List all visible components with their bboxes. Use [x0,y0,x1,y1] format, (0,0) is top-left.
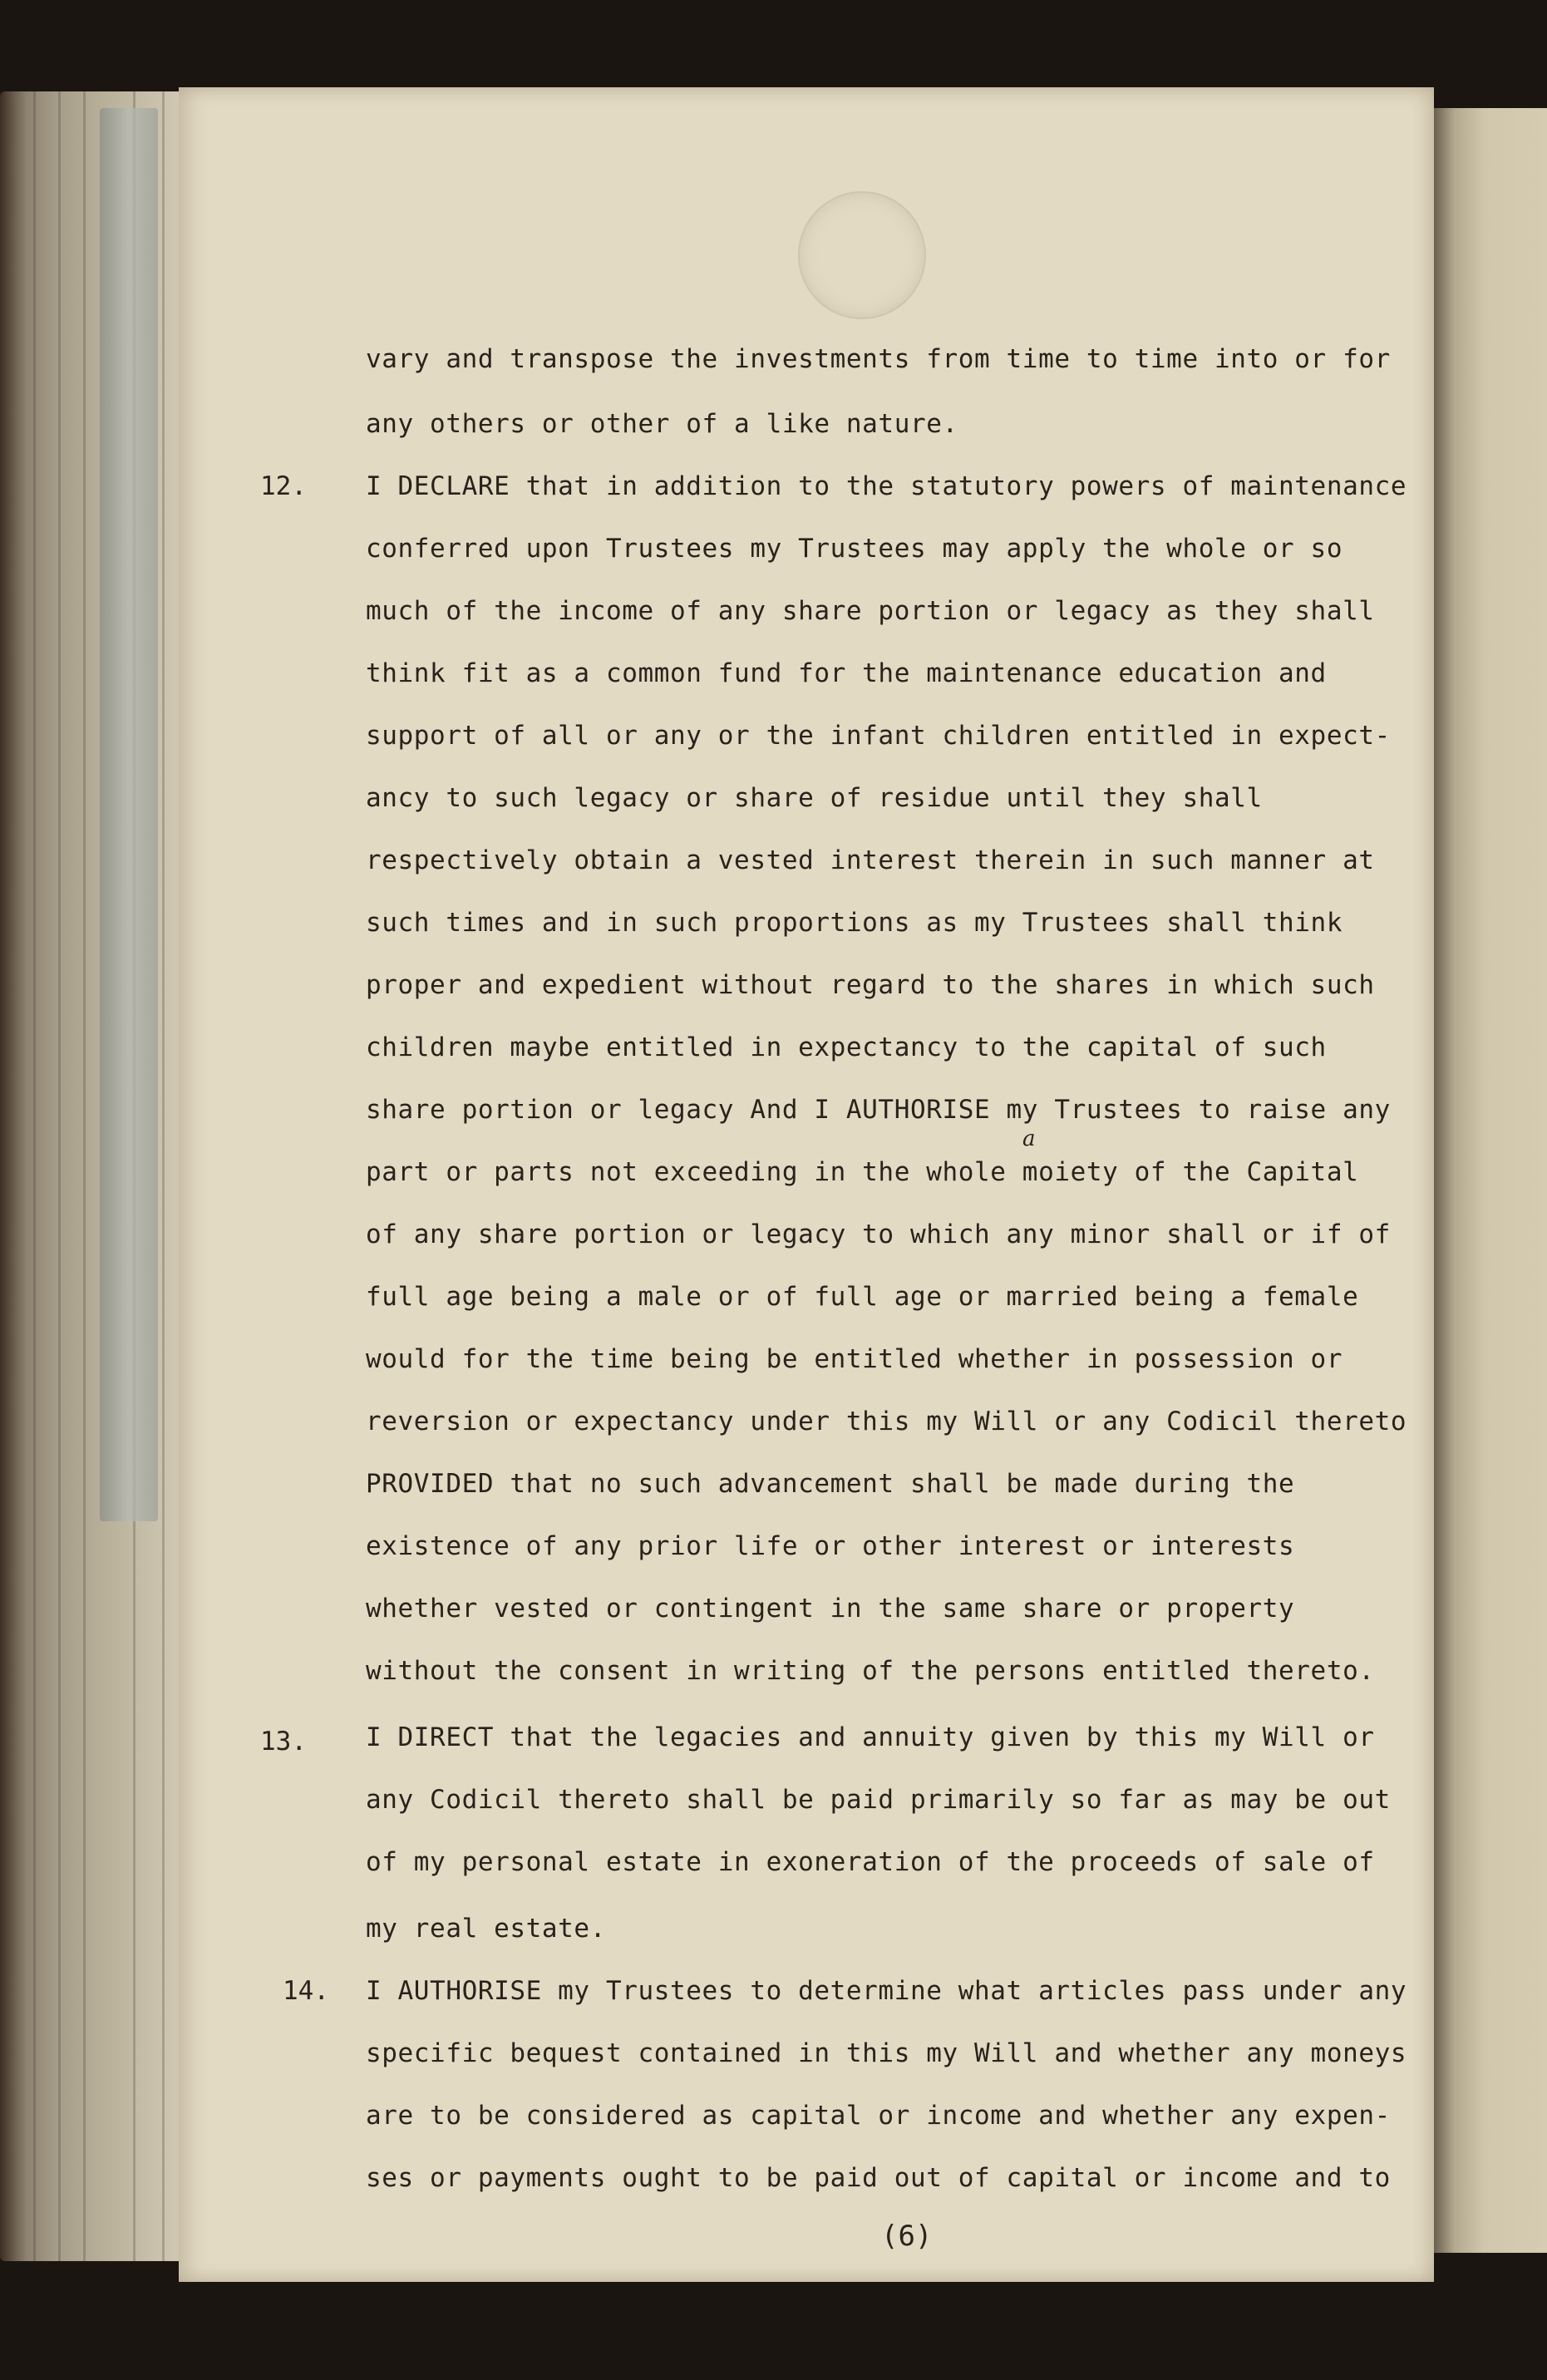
text-line: are to be considered as capital or income and whether any expen- [366,2101,1391,2131]
text-line: PROVIDED that no such advancement shall be made during the [366,1469,1295,1499]
text-line: respectively obtain a vested interest therein in such manner at [366,845,1375,875]
text-line: my real estate. [366,1914,606,1944]
text-line: part or parts not exceeding in the whole moiety of the Capital [366,1157,1359,1187]
adjacent-page [1434,108,1547,2253]
binding-tape [100,108,158,1521]
text-line: existence of any prior life or other interest or interests [366,1531,1295,1561]
text-line: such times and in such proportions as my Trustees shall think [366,908,1343,938]
text-line: think fit as a common fund for the maintenance education and [366,658,1327,688]
text-line: ses or payments ought to be paid out of capital or income and to [366,2163,1391,2193]
text-line: support of all or any or the infant children entitled in expect- [366,721,1391,751]
text-line: whether vested or contingent in the same share or property [366,1594,1295,1624]
clause-number: 14. [283,1976,329,2006]
text-line: proper and expedient without regard to the shares in which such [366,970,1375,1000]
text-line: any others or other of a like nature. [366,409,958,439]
text-line: any Codicil thereto shall be paid primarily so far as may be out [366,1785,1391,1815]
text-line: reversion or expectancy under this my Will or any Codicil thereto [366,1407,1407,1436]
text-line: I AUTHORISE my Trustees to determine what articles pass under any [366,1976,1407,2006]
text-line: children maybe entitled in expectancy to the capital of such [366,1032,1327,1062]
clause-number: 13. [260,1727,307,1757]
clause-number: 12. [260,471,307,501]
text-line: much of the income of any share portion or legacy as they shall [366,596,1375,626]
text-line: ancy to such legacy or share of residue until they shall [366,783,1263,813]
page-number: (6) [881,2220,933,2253]
text-line: conferred upon Trustees my Trustees may apply the whole or so [366,534,1343,564]
text-line: of any share portion or legacy to which any minor shall or if of [366,1220,1391,1249]
embossed-seal [798,191,926,319]
text-line: would for the time being be entitled whether in possession or [366,1344,1343,1374]
text-line: I DIRECT that the legacies and annuity given by this my Will or [366,1722,1375,1752]
text-line: without the consent in writing of the persons entitled thereto. [366,1656,1375,1686]
text-line: full age being a male or of full age or married being a female [366,1282,1359,1312]
text-line: specific bequest contained in this my Will and whether any moneys [366,2038,1407,2068]
text-line: of my personal estate in exoneration of the proceeds of sale of [366,1847,1375,1877]
text-line: vary and transpose the investments from time to time into or for [366,344,1391,374]
text-line: share portion or legacy And I AUTHORISE my Trustees to raise any [366,1095,1391,1125]
book-page-stack [0,91,191,2261]
text-line: I DECLARE that in addition to the statutory powers of maintenance [366,471,1407,501]
handwritten-insertion: a [1022,1126,1036,1151]
